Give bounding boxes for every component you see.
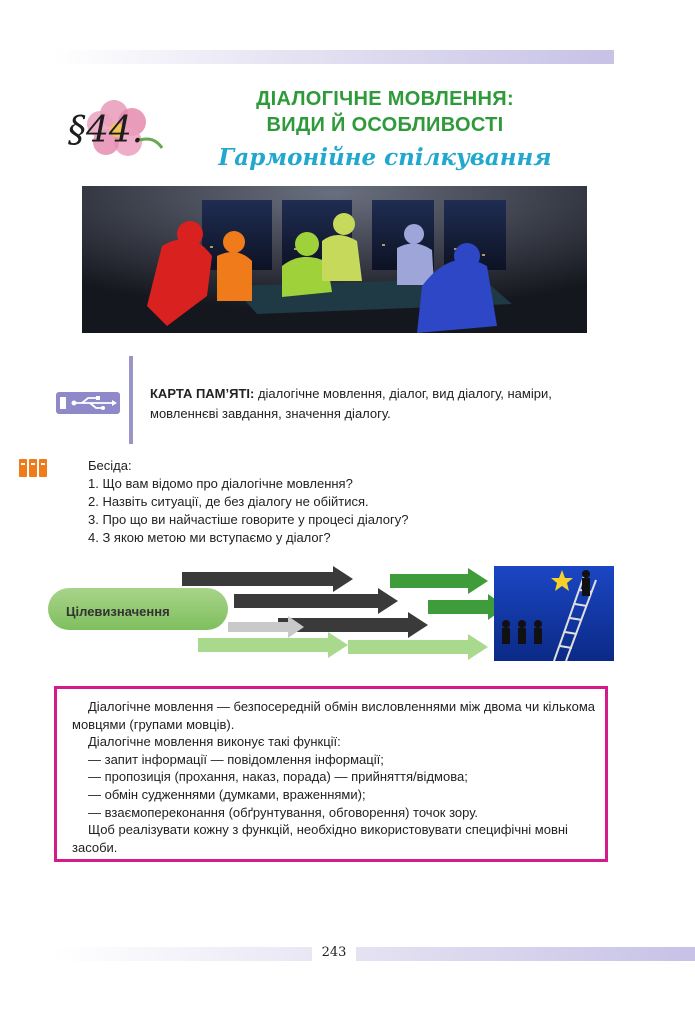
function-item: — запит інформації — повідомлення інформації;: [88, 751, 384, 767]
top-decorative-bar: [54, 50, 614, 64]
functions-intro: Діалогічне мовлення виконує такі функції:: [88, 734, 341, 750]
usb-icon: [56, 388, 120, 418]
bottom-decorative-bar: [54, 947, 695, 961]
question-item: 1. Що вам відомо про діалогічне мовлення?: [88, 476, 353, 491]
books-icon: [18, 457, 48, 479]
function-item: — пропозиція (прохання, наказ, порада) — прийняття/відмова;: [88, 769, 468, 785]
conversation-heading: Бесіда:: [88, 458, 132, 473]
paragraph-badge: [62, 92, 172, 162]
goal-setting-label: Цілевизначення: [66, 604, 170, 619]
title-line-2: ВИДИ Й ОСОБЛИВОСТІ: [266, 114, 504, 136]
title-line-1: ДІАЛОГІЧНЕ МОВЛЕННЯ:: [256, 88, 514, 110]
memory-card: [150, 384, 620, 424]
meeting-illustration: [82, 186, 587, 333]
memory-card-divider: [129, 356, 133, 444]
question-item: 2. Назвіть ситуації, де без діалогу не обійтися.: [88, 494, 369, 509]
page-number: 243: [312, 944, 356, 962]
question-item: 3. Про що ви найчастіше говорите у процесі діалогу?: [88, 512, 409, 527]
function-item: — взаємопереконання (обґрунтування, обговорення) точок зору.: [88, 804, 479, 820]
function-item: — обмін судженнями (думками, враженнями);: [88, 786, 366, 802]
definition-text: [72, 698, 604, 856]
memory-card-text: діалогічне мовлення, діалог, вид діалогу, наміри, мовленнєві завдання, значення діалогу.: [150, 386, 552, 421]
memory-card-label: КАРТА ПАМ’ЯТІ:: [150, 386, 255, 401]
paragraph-number: §44.: [68, 110, 144, 151]
question-item: 4. З якою метою ми вступаємо у діалог?: [88, 530, 331, 545]
conversation-block: [88, 457, 588, 547]
page-title: [200, 86, 570, 138]
definition-paragraph: Діалогічне мовлення — безпосередній обмін висловленнями між двома чи кількома мовцями (групами мовців).: [72, 699, 595, 732]
definition-conclusion: Щоб реалізувати кожну з функцій, необхідно використовувати специфічні мовні засоби.: [72, 822, 568, 855]
page-subtitle: Гармонійне спілкування: [218, 144, 552, 171]
